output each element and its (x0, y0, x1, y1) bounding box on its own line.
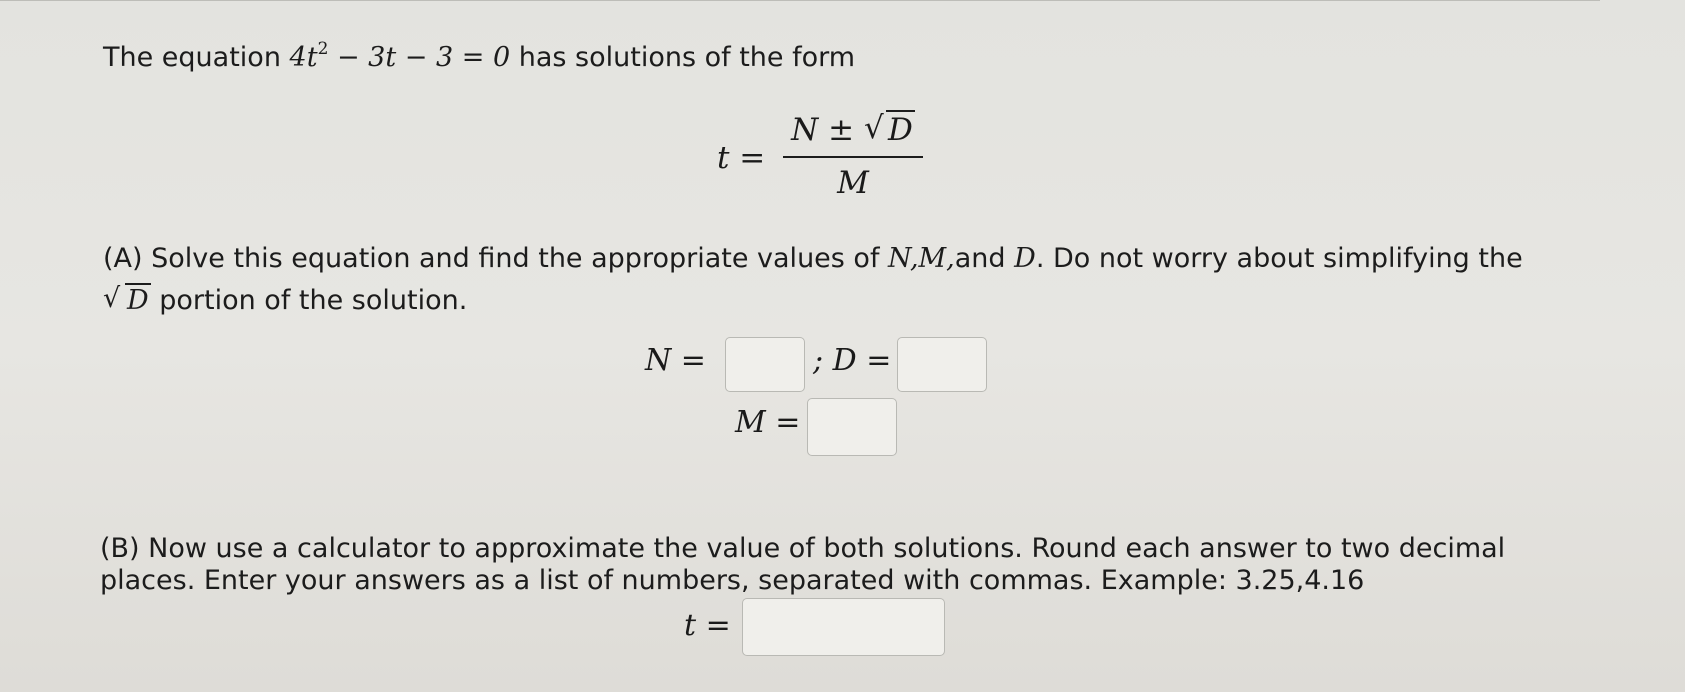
part-b-line2: places. Enter your answers as a list of numbers, separated with commas. Example: 3.25,4.16 (100, 565, 1365, 596)
formula-lhs: t = (717, 140, 766, 176)
intro-lead: The equation (103, 42, 281, 73)
d-label: ; D = (813, 343, 892, 378)
intro-text (103, 30, 855, 77)
t-input[interactable] (742, 598, 945, 656)
t-label: t = (684, 608, 731, 643)
part-a-and: and (954, 243, 1015, 274)
sqrt-symbol: √ D (103, 283, 149, 316)
m-input[interactable] (807, 398, 897, 456)
m-label: M = (735, 405, 801, 440)
part-a-vars: N,M, (888, 243, 955, 274)
part-a-d: D (1014, 243, 1036, 274)
equation-rest: − 3t − 3 = 0 (328, 42, 511, 73)
n-input[interactable] (725, 337, 805, 392)
part-a-line2-radicand: D (127, 285, 149, 316)
equation-exponent: 2 (317, 39, 329, 59)
d-input[interactable] (897, 337, 987, 392)
formula-denominator: M (837, 165, 869, 201)
formula-num-left: N ± (791, 112, 864, 148)
part-a-line2 (103, 282, 467, 320)
formula-radicand: D (887, 112, 913, 148)
part-a-line2-text: portion of the solution. (150, 285, 468, 316)
part-a-line1 (103, 240, 1523, 278)
equation-term: 4t (289, 42, 318, 73)
formula-fraction (783, 108, 923, 208)
intro-trail: has solutions of the form (518, 42, 856, 73)
top-divider (0, 0, 1600, 1)
n-label: N = (645, 343, 706, 378)
part-a-suffix: . Do not worry about simplifying the (1035, 243, 1523, 274)
part-a-prefix: (A) Solve this equation and find the appropriate values of (103, 243, 889, 274)
equation (289, 39, 511, 73)
part-b-line1: (B) Now use a calculator to approximate the value of both solutions. Round each answer to two decimal (100, 533, 1506, 564)
sqrt-symbol: √ D (863, 110, 913, 148)
formula-numerator (783, 108, 923, 156)
